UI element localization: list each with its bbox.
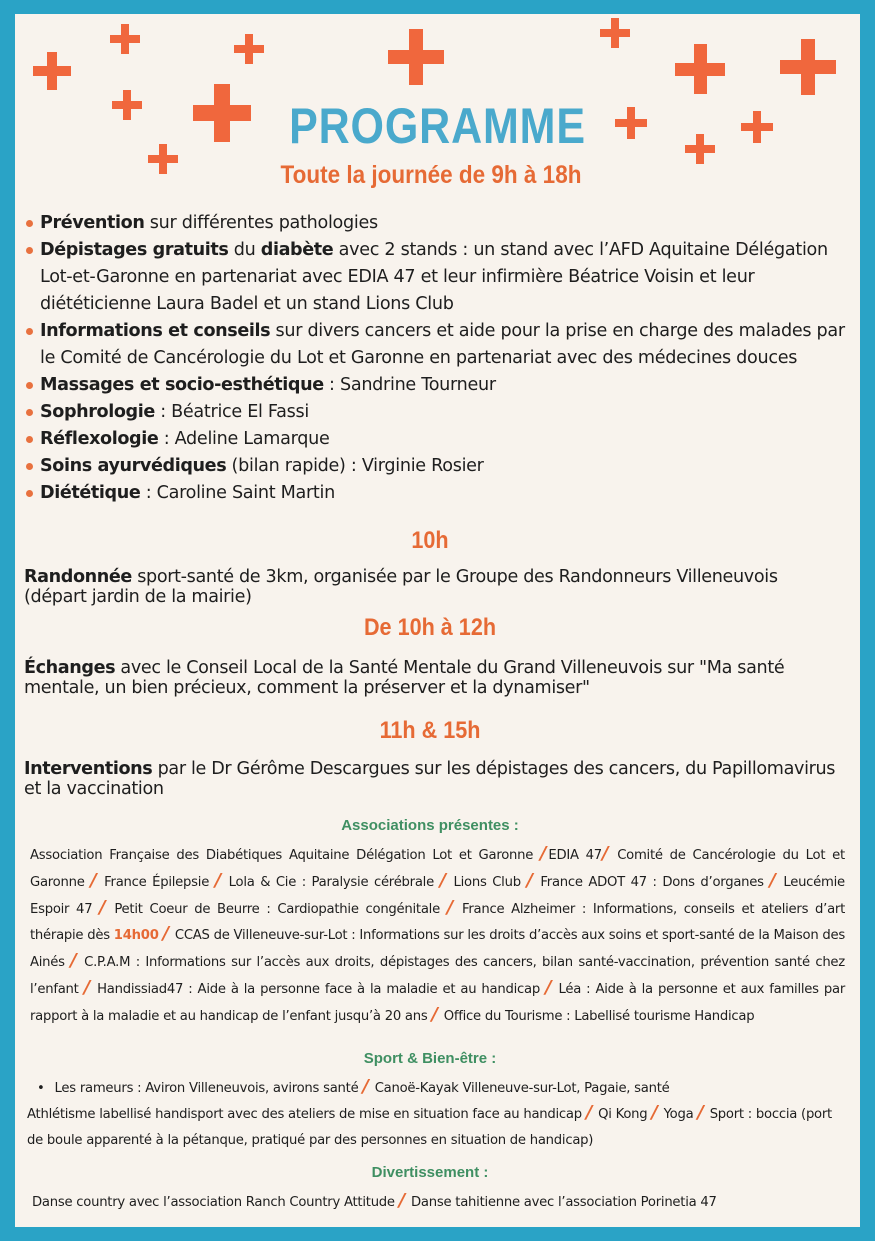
list-item: Réflexologie : Adeline Lamarque [25,426,845,453]
randonnee-text: Randonnée sport-santé de 3km, organisée par le Groupe des Randonneurs Villeneuvois (départ jardin de la mairie) [24,567,778,607]
list-item: Diététique : Caroline Saint Martin [25,480,845,507]
plus-cross-icon [33,52,71,90]
divertissement-list: Danse country avec l’association Ranch Country Attitude / Danse tahitienne avec l’association Porinetia 47 [32,1190,717,1211]
program-list [25,210,845,507]
sport-line-2: Athlétisme labellisé handisport avec des ateliers de mise en situation face au handicap / Qi Kong / Yoga / Sport : boccia (port de boule apparenté à la pétanque, pratiqué par des personnes en situation de handicap) [27,1102,832,1148]
sport-heading: Sport & Bien-être : [363,1050,497,1067]
plus-cross-icon [780,39,836,95]
poster [15,14,860,1227]
associations-list: Association Française des Diabétiques Aquitaine Délégation Lot et Garonne / EDIA 47/ Comité de Cancérologie du Lot et Garonne / France Épilepsie / Lola & Cie : Paralysie cérébrale / Lions Club / France ADOT 47 : Dons d’organes / Leucémie Espoir 47 / Petit Coeur de Beurre : Cardiopathie congénitale / France Alzheimer : Informations, conseils et ateliers d’art thérapie dès 14h00 / CCAS de Villeneuve-sur-Lot : Informations sur les droits d’accès aux soins et sport-santé de la Maison des Ainés / C.P.A.M : Informations sur l’accès aux droits, dépistages des cancers, bilan santé-vaccination, prévention santé chez l’enfant / Handissiad47 : Aide à la personne face à la maladie et au handicap / Léa : Aide à la personne et aux familles par rapport à la maladie et au handicap de l’enfant jusqu’à 20 ans / Office du Tourisme : Labellisé tourisme Handicap [30,843,845,1025]
plus-cross-icon [675,44,725,94]
page-title: PROGRAMME [289,98,586,154]
plus-cross-icon [234,34,264,64]
divertissement-heading: Divertissement : [371,1164,489,1181]
time-heading-11-15: 11h & 15h [379,717,481,744]
plus-cross-icon [110,24,140,54]
time-heading-10-12: De 10h à 12h [363,614,497,641]
interventions-text: Interventions par le Dr Gérôme Descargues sur les dépistages des cancers, du Papillomavirus et la vaccination [24,759,836,799]
list-item: Prévention sur différentes pathologies [25,210,845,237]
plus-cross-icon [388,29,444,85]
associations-heading: Associations présentes : [341,817,519,834]
list-item: Soins ayurvédiques (bilan rapide) : Virginie Rosier [25,453,845,480]
page-subtitle: Toute la journée de 9h à 18h [280,161,582,189]
list-item: Informations et conseils sur divers cancers et aide pour la prise en charge des malades par le Comité de Cancérologie du Lot et Garonne en partenariat avec des médecines douces [25,318,845,372]
list-item: Massages et socio-esthétique : Sandrine Tourneur [25,372,845,399]
time-heading-10h: 10h [411,527,449,554]
list-item: Sophrologie : Béatrice El Fassi [25,399,845,426]
list-item: Dépistages gratuits du diabète avec 2 stands : un stand avec l’AFD Aquitaine Délégation Lot-et-Garonne en partenariat avec EDIA 47 et leur infirmière Béatrice Voisin et leur diététicienne Laura Badel et un stand Lions Club [25,237,845,318]
plus-cross-icon [600,18,630,48]
echanges-text: Échanges avec le Conseil Local de la Santé Mentale du Grand Villeneuvois sur "Ma santé mentale, un bien précieux, comment la préserver et la dynamiser" [24,658,785,698]
sport-line-1: • Les rameurs : Aviron Villeneuvois, avirons santé / Canoë-Kayak Villeneuve-sur-Lot, Pagaie, santé [37,1076,670,1097]
